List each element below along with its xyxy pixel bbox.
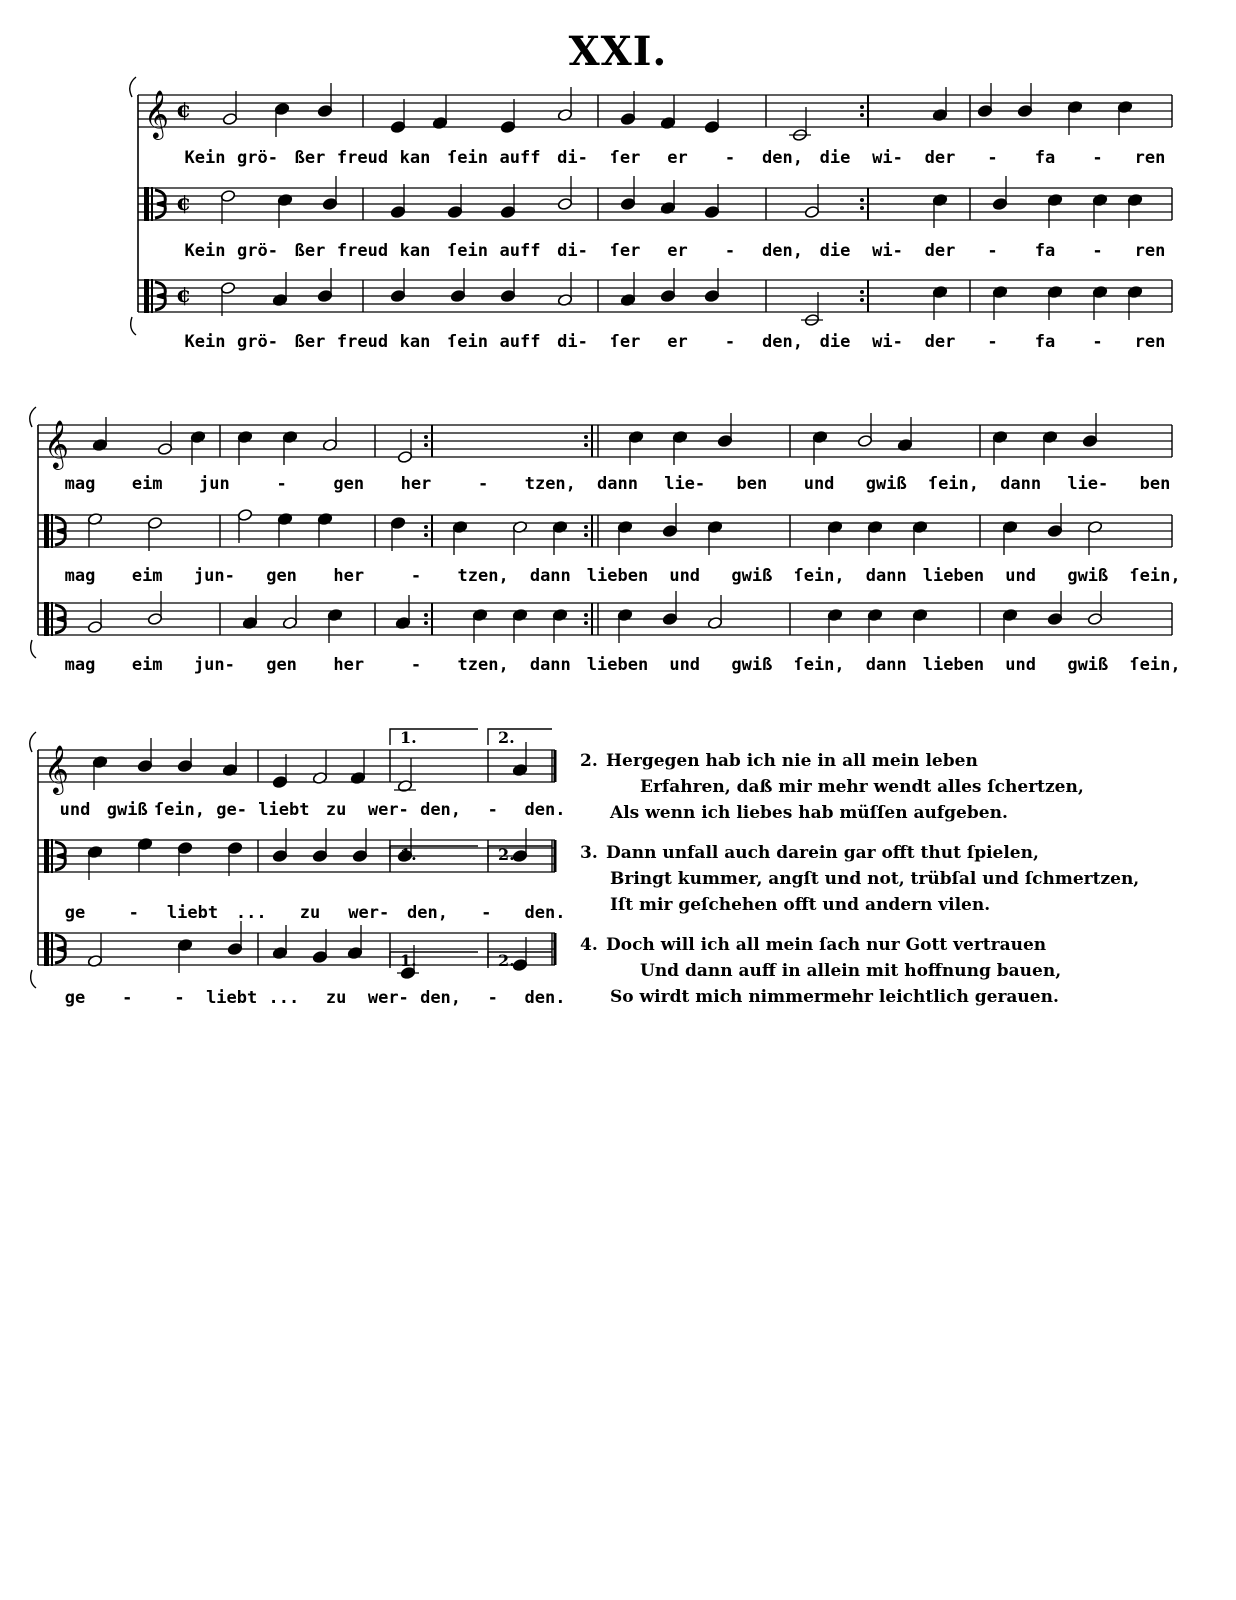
lyric-syllable: liebt — [166, 903, 219, 923]
repeat-dot — [584, 621, 588, 625]
lyric-syllable: ... — [268, 988, 300, 1008]
lyric-syllable: - — [276, 474, 287, 494]
lyric-syllable: ſein, — [793, 655, 845, 675]
lyric-syllable: tzen, — [457, 566, 509, 586]
lyric-syllable: dann — [529, 566, 571, 586]
piece-title: XXI. — [568, 28, 668, 75]
lyric-syllable: eim — [131, 474, 163, 494]
lyric-syllable: den, — [762, 148, 803, 168]
lyric-syllable: tzen, — [524, 474, 576, 494]
lyric-syllable: fa — [1034, 241, 1056, 261]
lyric-syllable: - — [987, 148, 998, 168]
lyric-syllable: auff — [499, 148, 541, 168]
alto-clef-icon — [44, 602, 49, 636]
lyric-syllable: Kein — [184, 241, 226, 261]
lyric-syllable: liebt — [206, 988, 258, 1008]
lyric-syllable: gwiß — [1067, 655, 1109, 675]
lyric-syllable: ſein, — [1129, 655, 1181, 675]
lyric-syllable: fa — [1034, 332, 1056, 352]
lyric-syllable: mag — [64, 655, 96, 675]
repeat-dot — [584, 533, 588, 537]
lyric-syllable: ren — [1134, 148, 1166, 168]
lyric-syllable: ßer — [294, 241, 326, 261]
lyric-syllable: gen — [333, 474, 365, 494]
lyric-syllable: - — [122, 988, 133, 1008]
repeat-dot — [860, 290, 864, 294]
time-signature: ¢ — [176, 190, 192, 216]
lyric-syllable: lieben — [922, 566, 985, 586]
lyric-syllable: ben — [1139, 474, 1171, 494]
lyric-syllable: dann — [1000, 474, 1042, 494]
lyric-syllable: jun- — [193, 566, 235, 586]
lyric-syllable: freud — [336, 148, 389, 168]
lyric-syllable: freud — [336, 241, 389, 261]
lyric-syllable: den, — [762, 241, 803, 261]
verse-line: Erfahren, daß mir mehr wendt alles ſchertzen, — [640, 777, 1084, 797]
lyric-syllable: lieben — [922, 655, 985, 675]
lyric-syllable: gwiß — [865, 474, 907, 494]
lyric-syllable: den. — [524, 800, 566, 820]
system-bracket — [131, 317, 136, 335]
alto-clef-icon — [44, 839, 49, 873]
lyric-syllable: - — [410, 566, 422, 586]
system-bracket — [130, 77, 136, 97]
system-bracket — [30, 732, 36, 752]
lyric-syllable: und — [1005, 566, 1036, 586]
alto-clef-icon — [44, 514, 49, 548]
verse-number: 3. — [580, 843, 598, 863]
lyric-syllable: wi- — [872, 148, 903, 168]
lyric-syllable: dann — [529, 655, 571, 675]
time-signature: ¢ — [176, 282, 192, 308]
lyric-syllable: gwiß — [106, 800, 148, 820]
lyric-syllable: Kein — [184, 148, 226, 168]
lyric-syllable: Kein — [184, 332, 226, 352]
lyric-syllable: wer- — [367, 988, 409, 1008]
lyric-syllable: dann — [865, 655, 907, 675]
repeat-dot — [584, 443, 588, 447]
alto-clef-icon — [144, 187, 149, 221]
lyric-syllable: den, — [407, 903, 448, 923]
lyric-syllable: ſein, — [1129, 566, 1181, 586]
repeat-dot — [860, 206, 864, 210]
verse-line: Dann unfall auch darein gar offt thut ſpielen, — [606, 843, 1039, 863]
lyric-syllable: der — [924, 148, 956, 168]
lyric-syllable: her — [333, 655, 365, 675]
lyric-syllable: kan — [399, 148, 431, 168]
lyric-syllable: gen — [266, 566, 297, 586]
lyric-syllable: di- — [557, 241, 588, 261]
lyric-syllable: - — [487, 800, 498, 820]
verse-line: Bringt kummer, angſt und not, trübſal und ſchmertzen, — [610, 869, 1140, 889]
verses — [580, 748, 1220, 1024]
verse-line: Hergegen hab ich nie in all mein leben — [606, 751, 978, 771]
lyric-syllable: den, — [420, 988, 462, 1008]
lyric-syllable: ſer — [609, 332, 641, 352]
lyric-syllable: er — [667, 148, 688, 168]
lyric-syllable: ren — [1134, 332, 1166, 352]
lyric-syllable: gen — [266, 655, 297, 675]
repeat-dot — [424, 525, 428, 529]
lyric-syllable: dann — [865, 566, 907, 586]
lyric-syllable: ßer — [294, 332, 326, 352]
lyric-syllable: und — [803, 474, 835, 494]
lyric-syllable: eim — [131, 566, 163, 586]
repeat-dot — [424, 533, 428, 537]
lyric-syllable: ſein, — [793, 566, 845, 586]
verse-3 — [580, 840, 1220, 918]
lyric-syllable: kan — [399, 332, 431, 352]
lyric-syllable: gwiß — [731, 566, 773, 586]
lyric-syllable: - — [724, 332, 736, 352]
alto-clef-icon — [51, 839, 53, 873]
lyric-syllable: ſer — [609, 148, 641, 168]
lyric-syllable: - — [481, 903, 492, 923]
lyric-syllable: lieben — [586, 655, 649, 675]
lyric-syllable: - — [724, 241, 736, 261]
time-signature: ¢ — [176, 97, 192, 123]
system-bracket — [31, 970, 36, 988]
verse-2 — [580, 748, 1220, 826]
verse-number: 2. — [580, 751, 598, 771]
lyric-syllable: her — [333, 566, 365, 586]
system-bracket — [30, 407, 36, 427]
treble-clef-icon: 𝄞 — [44, 744, 69, 793]
lyric-syllable: - — [1092, 332, 1103, 352]
lyric-syllable: fa — [1034, 148, 1056, 168]
repeat-dot — [584, 525, 588, 529]
verse-line: Doch will ich all mein ſach nur Gott vertrauen — [606, 935, 1047, 955]
system-bracket — [31, 640, 36, 658]
lyric-syllable: ge- — [216, 800, 248, 820]
lyric-syllable: den, — [762, 332, 803, 352]
repeat-dot — [584, 613, 588, 617]
lyric-syllable: - — [128, 903, 139, 923]
lyric-syllable: gwiß — [1067, 566, 1109, 586]
verse-line: Als wenn ich liebes hab müſſen aufgeben. — [610, 803, 1008, 823]
alto-clef-icon — [144, 279, 149, 313]
lyric-syllable: lieben — [586, 566, 649, 586]
lyric-syllable: er — [667, 241, 688, 261]
lyric-syllable: - — [987, 332, 998, 352]
lyric-syllable: auff — [499, 332, 541, 352]
lyric-syllable: - — [410, 655, 422, 675]
lyric-syllable: kan — [399, 241, 431, 261]
lyric-syllable: wi- — [872, 241, 903, 261]
lyric-syllable: ſein — [447, 332, 488, 352]
lyric-syllable: den. — [524, 903, 566, 923]
lyric-syllable: wi- — [872, 332, 903, 352]
lyric-syllable: ſein — [447, 148, 488, 168]
lyric-syllable: - — [1092, 148, 1103, 168]
lyric-syllable: den, — [420, 800, 462, 820]
lyric-syllable: der — [924, 241, 956, 261]
lyric-syllable: ſein, — [927, 474, 980, 494]
volta-first-label: 1. — [400, 845, 417, 864]
verse-line: So wirdt mich nimmermehr leichtlich gerauen. — [610, 987, 1059, 1007]
lyric-syllable: ſein, — [153, 800, 206, 820]
lyric-syllable: - — [724, 148, 736, 168]
alto-clef-icon — [51, 602, 53, 636]
lyric-syllable: ren — [1134, 241, 1166, 261]
lyric-syllable: wer- — [367, 800, 409, 820]
lyric-syllable: wer- — [348, 903, 390, 923]
lyric-syllable: ſer — [609, 241, 641, 261]
repeat-dot — [860, 105, 864, 109]
lyric-syllable: zu — [299, 903, 321, 923]
lyric-syllable: mag — [64, 474, 96, 494]
lyric-syllable: der — [924, 332, 956, 352]
lyric-syllable: her — [400, 474, 432, 494]
lyric-syllable: er — [667, 332, 688, 352]
volta-second-label: 2. — [498, 845, 515, 864]
lyric-syllable: mag — [64, 566, 96, 586]
lyric-syllable: ge — [64, 903, 86, 923]
lyric-syllable: und — [59, 800, 91, 820]
lyric-syllable: gwiß — [731, 655, 773, 675]
lyric-syllable: zu — [325, 988, 347, 1008]
lyric-syllable: freud — [336, 332, 389, 352]
verse-4 — [580, 932, 1220, 1010]
repeat-dot — [860, 113, 864, 117]
lyric-syllable: die — [819, 241, 851, 261]
volta-first-label: 1. — [400, 951, 417, 970]
treble-clef-icon: 𝄞 — [44, 419, 69, 468]
repeat-dot — [424, 435, 428, 439]
lyric-syllable: und — [669, 566, 701, 586]
alto-clef-icon — [151, 279, 153, 313]
lyric-syllable: zu — [325, 800, 347, 820]
repeat-dot — [424, 443, 428, 447]
repeat-dot — [424, 613, 428, 617]
lyric-syllable: grö- — [237, 332, 278, 352]
lyric-syllable: - — [1092, 241, 1103, 261]
lyric-syllable: jun — [199, 474, 230, 494]
lyric-syllable: ben — [736, 474, 768, 494]
lyric-syllable: - — [487, 988, 498, 1008]
volta-second-label: 2. — [498, 951, 515, 970]
repeat-dot — [860, 298, 864, 302]
repeat-dot — [424, 621, 428, 625]
lyric-syllable: grö- — [237, 148, 278, 168]
volta-second-label: 2. — [498, 728, 515, 747]
lyric-syllable: ge — [64, 988, 86, 1008]
lyric-syllable: ſein — [447, 241, 488, 261]
lyric-syllable: die — [819, 148, 851, 168]
lyric-syllable: lie- — [664, 474, 706, 494]
alto-clef-icon — [51, 514, 53, 548]
repeat-dot — [860, 198, 864, 202]
lyric-syllable: und — [1005, 655, 1036, 675]
lyric-syllable: eim — [131, 655, 163, 675]
lyric-syllable: lie- — [1067, 474, 1109, 494]
lyric-syllable: - — [478, 474, 489, 494]
lyric-syllable: auff — [499, 241, 541, 261]
volta-first-label: 1. — [400, 728, 417, 747]
lyric-syllable: jun- — [193, 655, 235, 675]
lyric-syllable: - — [174, 988, 185, 1008]
lyric-syllable: ßer — [294, 148, 326, 168]
alto-clef-icon — [151, 187, 153, 221]
verse-line: Und dann auff in allein mit hoffnung bauen, — [640, 961, 1062, 981]
verse-line: Iſt mir geſchehen offt und andern vilen. — [610, 895, 991, 915]
alto-clef-icon — [51, 932, 53, 966]
lyric-syllable: grö- — [237, 241, 278, 261]
repeat-dot — [584, 435, 588, 439]
lyric-syllable: liebt — [258, 800, 310, 820]
lyric-syllable: und — [669, 655, 701, 675]
lyric-syllable: di- — [557, 332, 588, 352]
lyric-syllable: tzen, — [457, 655, 509, 675]
verse-number: 4. — [580, 935, 598, 955]
lyric-syllable: - — [987, 241, 998, 261]
lyric-syllable: ... — [235, 903, 267, 923]
lyric-syllable: die — [819, 332, 851, 352]
lyric-syllable: den. — [524, 988, 566, 1008]
treble-clef-icon: 𝄞 — [144, 89, 169, 138]
lyric-syllable: dann — [597, 474, 638, 494]
lyric-syllable: di- — [557, 148, 588, 168]
alto-clef-icon — [44, 932, 49, 966]
